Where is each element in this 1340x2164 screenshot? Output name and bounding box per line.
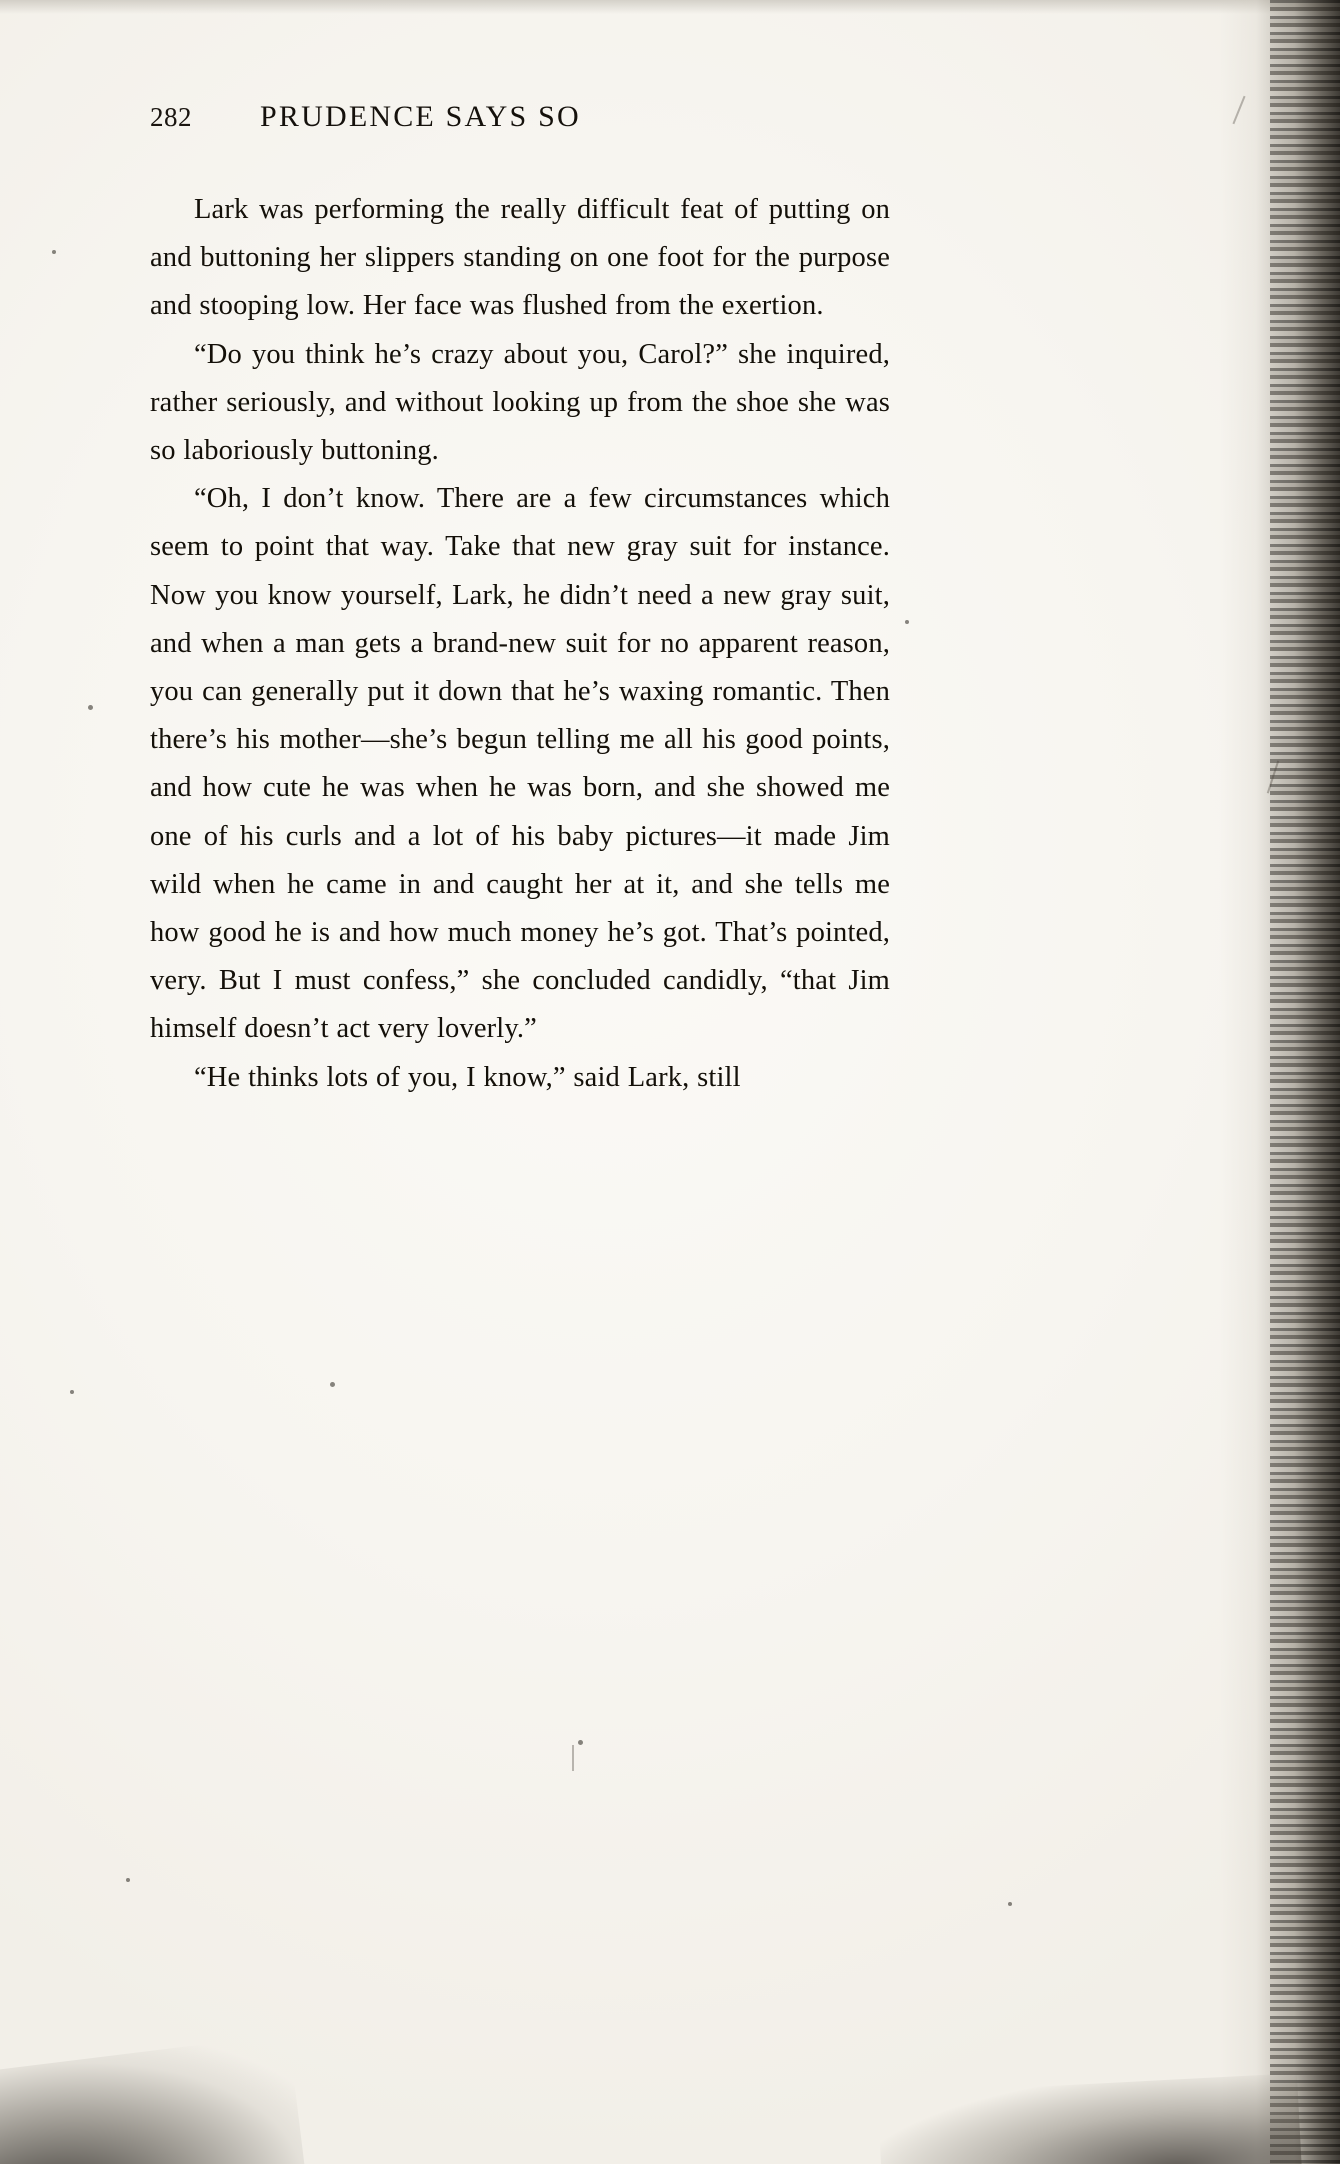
paragraph: Lark was performing the really difficult feat of putting on and buttoning her slippers standing on one foot for the purpose and stooping low. Her face was flushed from the exertion.: [150, 194, 890, 322]
page-content: [150, 100, 890, 1102]
page-number: 282: [150, 102, 192, 132]
paragraph: “He thinks lots of you, I know,” said Lark, still: [194, 1061, 741, 1093]
running-head-title: PRUDENCE SAYS SO: [260, 100, 581, 133]
body-text: [150, 186, 890, 1102]
paragraph: “Do you think he’s crazy about you, Carol?” she inquired, rather seriously, and without looking up from the shoe she was so laboriously buttoning.: [150, 338, 890, 467]
paragraph: “Oh, I don’t know. There are a few circumstances which seem to point that way. Take that new gray suit for instance. Now you know yourself, Lark, he didn’t need a new gray suit, and when a man gets a brand-new suit for no apparent reason, you can generally put it down that he’s waxing romantic. Then there’s his mother—she’s begun telling me all his good points, and how cute he was when he was born, and she showed me one of his curls and a lot of his baby pictures—it made Jim wild when he came in and caught her at it, and she tells me how good he is and how much money he’s got. That’s pointed, very. But I must confess,” she concluded candidly, “that Jim himself doesn’t act very loverly.”: [150, 483, 890, 1045]
page-header: [150, 100, 890, 134]
